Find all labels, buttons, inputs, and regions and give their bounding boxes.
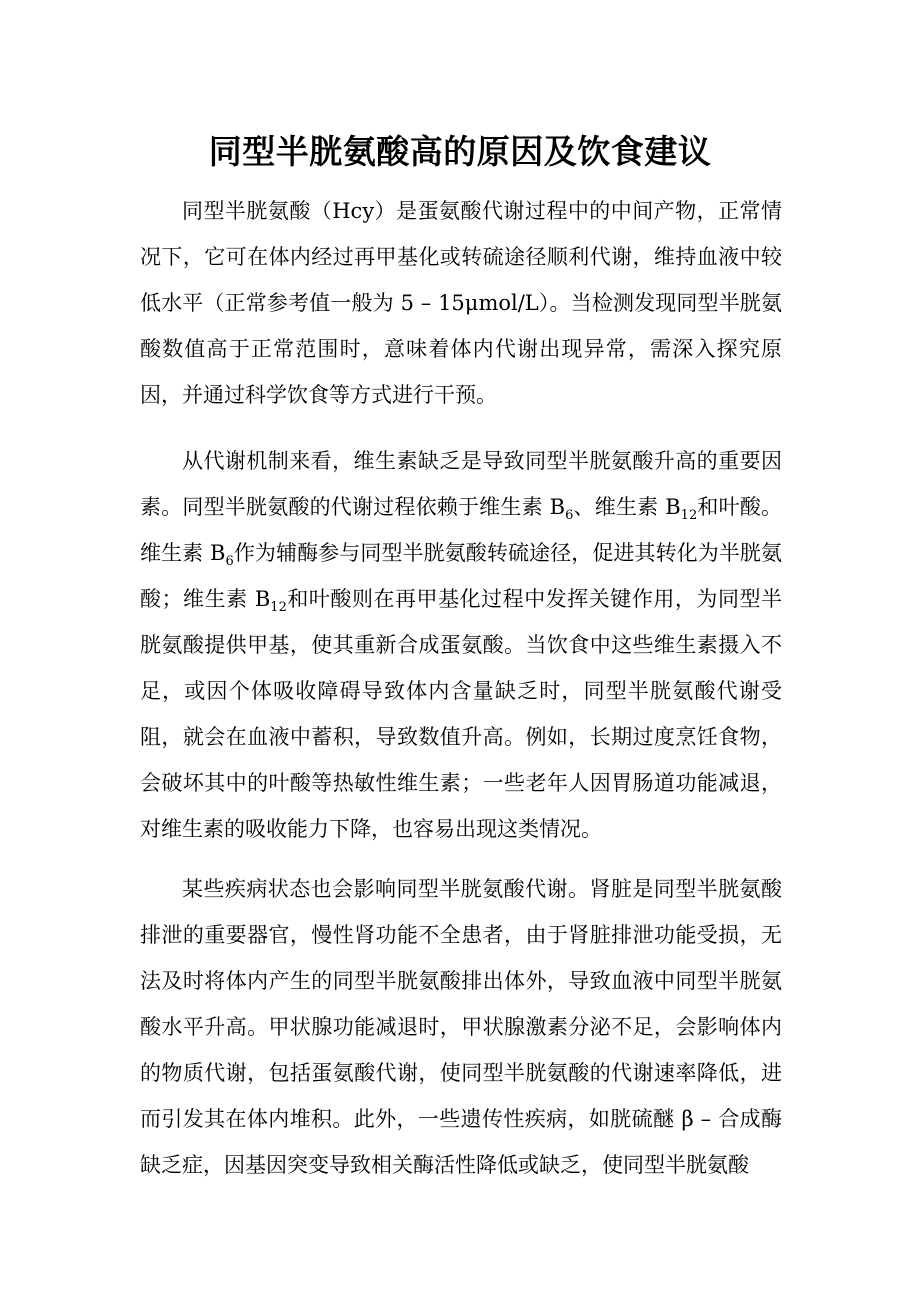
paragraph-disease-states: 某些疾病状态也会影响同型半胱氨酸代谢。肾脏是同型半胱氨酸排泄的重要器官，慢性肾功能不全患者，由于肾脏排泄功能受损，无法及时将体内产生的同型半胱氨酸排出体外，导致血液中同型半胱氨酸水平升高。甲状腺功能减退时，甲状腺激素分泌不足，会影响体内的物质代谢，包括蛋氨酸代谢，使同型半胱氨酸的代谢速率降低，进而引发其在体内堆积。此外，一些遗传性疾病，如胱硫醚 β – 合成酶缺乏症，因基因突变导致相关酶活性降低或缺乏，使同型半胱氨酸 bbox=[140, 877, 782, 1177]
paragraph-text-segment: 和叶酸。维生素 B bbox=[140, 495, 783, 565]
paragraph-text-segment: 作为辅酶参与同型半胱氨酸转硫途径，促进其转化为半胱氨酸；维生素 B bbox=[140, 541, 783, 611]
subscript-b12: 12 bbox=[680, 508, 698, 523]
paragraph-intro: 同型半胱氨酸（Hcy）是蛋氨酸代谢过程中的中间产物，正常情况下，它可在体内经过再甲基化或转硫途径顺利代谢，维持血液中较低水平（正常参考值一般为 5 – 15μmol/L）。当检测发现同型半胱氨酸数值高于正常范围时，意味着体内代谢出现异常，需深入探究原因，并通过科学饮食等方式进行干预。 bbox=[140, 199, 782, 407]
paragraph-text-segment: 和叶酸则在再甲基化过程中发挥关键作用，为同型半胱氨酸提供甲基，使其重新合成蛋氨酸。当饮食中这些维生素摄入不足，或因个体吸收障碍导致体内含量缺乏时，同型半胱氨酸代谢受阻，就会在血液中蓄积，导致数值升高。例如，长期过度烹饪食物，会破坏其中的叶酸等热敏性维生素；一些老年人因胃肠道功能减退，对维生素的吸收能力下降，也容易出现这类情况。 bbox=[140, 587, 783, 841]
paragraph-text-segment: 从代谢机制来看，维生素缺乏是导致同型半胱氨酸升高的重要因素。同型半胱氨酸的代谢过程依赖于维生素 B bbox=[140, 449, 782, 519]
subscript-b6: 6 bbox=[565, 508, 574, 523]
subscript-b6: 6 bbox=[225, 554, 234, 569]
subscript-b12: 12 bbox=[270, 600, 287, 615]
paragraph-text-segment: 、维生素 B bbox=[573, 495, 681, 519]
document-title: 同型半胱氨酸高的原因及饮食建议 bbox=[208, 132, 712, 171]
paragraph-vitamin-deficiency bbox=[140, 438, 782, 852]
